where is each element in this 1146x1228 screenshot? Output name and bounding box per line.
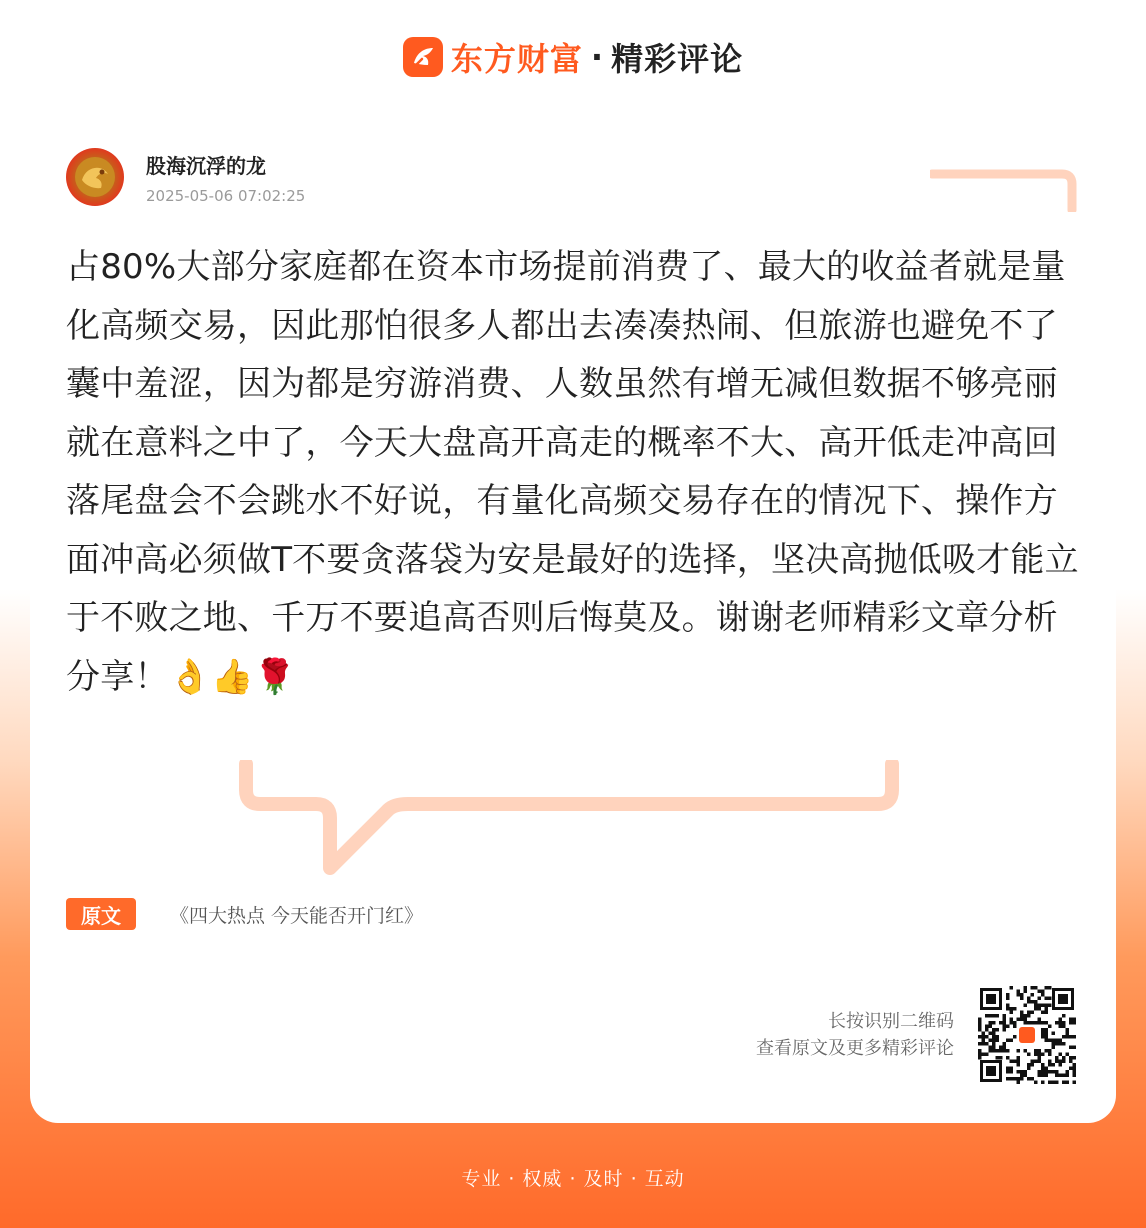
brand-subtitle: 精彩评论 bbox=[611, 40, 744, 78]
comment-text: 占80%大部分家庭都在资本市场提前消费了、最大的收益者就是量化高频交易，因此那怕很多人都出去凑凑热闹、但旅游也避免不了囊中羞涩，因为都是穷游消费、人数虽然有增无减但数据不够亮丽就在意料之中了，今天大盘高开高走的概率不大、高开低走冲高回落尾盘会不会跳水不好说，有量化高频交易存在的情况下、操作方面冲高必须做T不要贪落袋为安是最好的选择，坚决高抛低吸才能立于不败之地、千万不要追高否则后悔莫及。谢谢老师精彩文章分析分享！👌👍🌹 bbox=[66, 247, 1079, 697]
qr-line-1: 长按识别二维码 bbox=[828, 1011, 954, 1032]
footer-slogan: 专业 · 权威 · 及时 · 互动 bbox=[461, 1168, 685, 1190]
original-article-link[interactable]: 《四大热点 今天能否开门红》 bbox=[170, 904, 424, 927]
original-tag: 原文 bbox=[66, 898, 136, 930]
qr-code-icon[interactable] bbox=[978, 986, 1076, 1084]
post-timestamp: 2025-05-06 07:02:25 bbox=[146, 187, 306, 205]
quote-corner-decoration bbox=[930, 168, 1080, 212]
original-article-row[interactable] bbox=[66, 898, 423, 930]
qr-line-2: 查看原文及更多精彩评论 bbox=[756, 1038, 954, 1059]
qr-instructions bbox=[756, 1008, 954, 1062]
avatar[interactable] bbox=[66, 148, 124, 206]
eastmoney-logo-icon bbox=[403, 37, 443, 77]
comment-card bbox=[30, 112, 1116, 1123]
brand-name: 东方财富 bbox=[450, 40, 583, 78]
brand-header bbox=[0, 34, 1146, 80]
speech-bubble-decoration bbox=[238, 760, 902, 884]
brand-separator: · bbox=[590, 38, 604, 76]
author-name[interactable]: 股海沉浮的龙 bbox=[146, 154, 266, 178]
